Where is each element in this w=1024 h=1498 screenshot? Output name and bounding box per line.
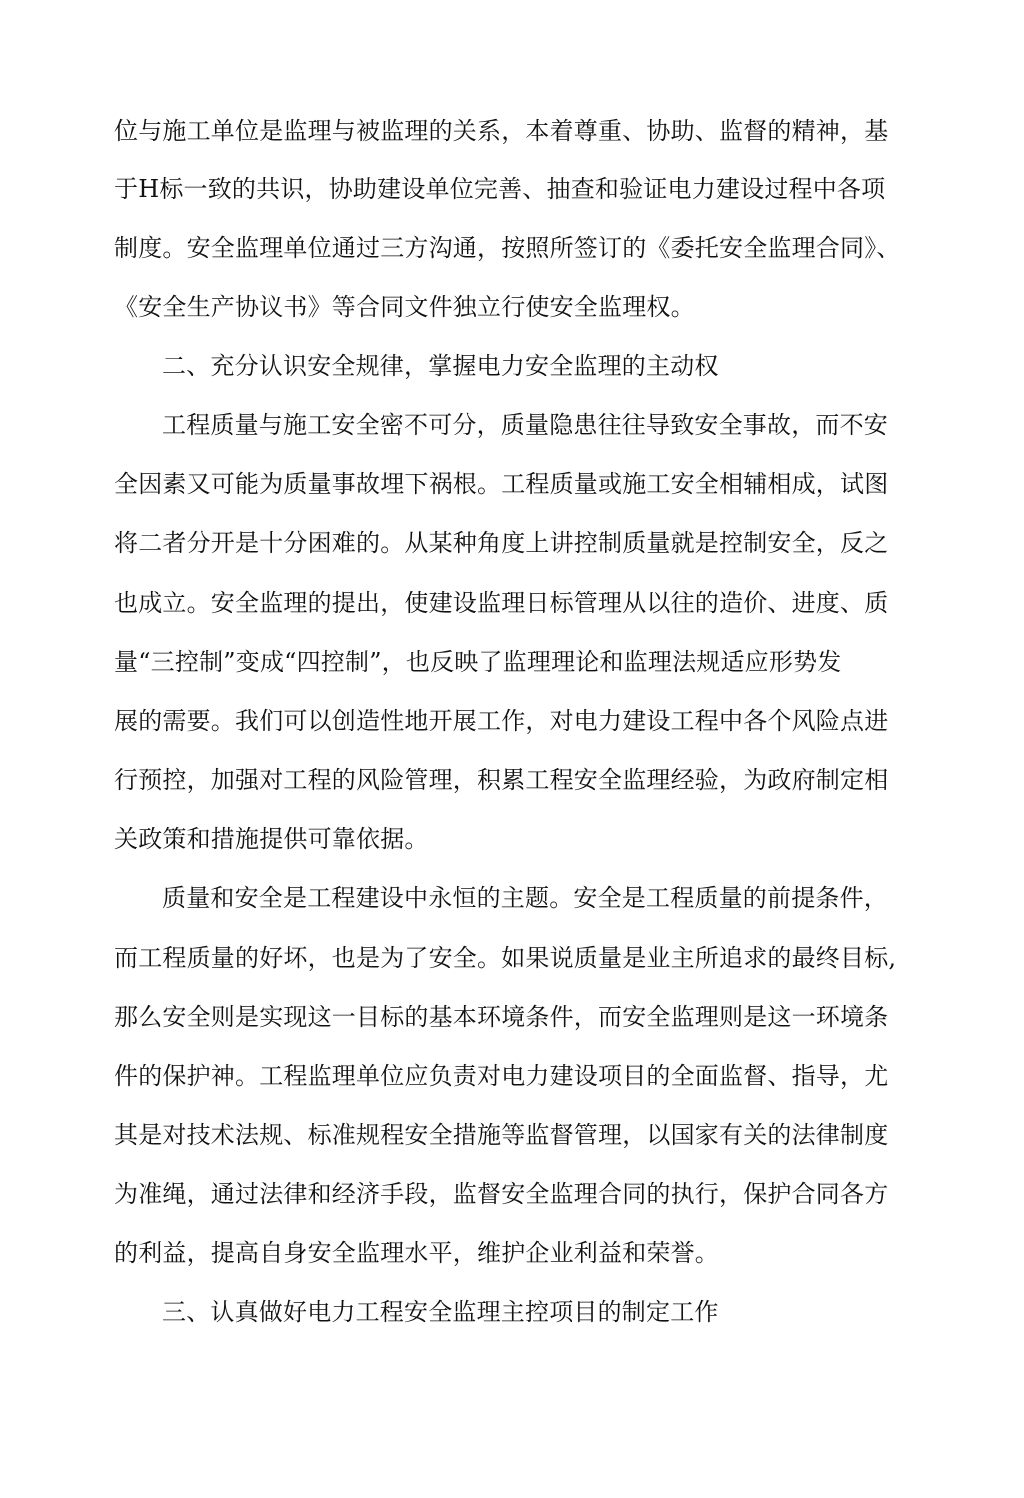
text-line: 也成立。安全监理的提出，使建设监理日标管理从以往的造价、进度、质	[114, 589, 889, 617]
text-line: 行预控，加强对工程的风险管理，积累工程安全监理经验，为政府制定相	[114, 766, 889, 794]
text-line: 质量和安全是工程建设中永恒的主题。安全是工程质量的前提条件，	[162, 884, 888, 912]
text-line: 的利益，提高自身安全监理水平，维护企业利益和荣誉。	[114, 1239, 719, 1267]
text-line: 其是对技术法规、标准规程安全措施等监督管理，以国家有关的法律制度	[114, 1121, 889, 1149]
text-line: 关政策和措施提供可靠依据。	[114, 825, 429, 853]
text-line: 那么安全则是实现这一目标的基本环境条件，而安全监理则是这一环境条	[114, 1003, 889, 1031]
text-line: 件的保护神。工程监理单位应负责对电力建设项目的全面监督、指导，尤	[114, 1062, 889, 1090]
section-heading: 三、认真做好电力工程安全监理主控项目的制定工作	[162, 1298, 719, 1326]
text-line: 量“三控制”变成“四控制”，也反映了监理理论和监理法规适应形势发	[114, 648, 842, 676]
text-line: 展的需要。我们可以创造性地开展工作，对电力建设工程中各个风险点进	[114, 707, 889, 735]
text-line: 《安全生产协议书》等合同文件独立行使安全监理权。	[114, 293, 695, 321]
text-line: 为准绳，通过法律和经济手段，监督安全监理合同的执行，保护合同各方	[114, 1180, 889, 1208]
text-line: 制度。安全监理单位通过三方沟通，按照所签订的《委托安全监理合同》、	[114, 234, 901, 262]
text-line: 于H标一致的共识，协助建设单位完善、抽查和验证电力建设过程中各项	[114, 175, 886, 203]
text-line: 位与施工单位是监理与被监理的关系，本着尊重、协助、监督的精神，基	[114, 117, 889, 145]
text-line: 将二者分开是十分困难的。从某种角度上讲控制质量就是控制安全，反之	[114, 529, 889, 557]
text-line: 全因素又可能为质量事故埋下祸根。工程质量或施工安全相辅相成，试图	[114, 470, 889, 498]
section-heading: 二、充分认识安全规律，掌握电力安全监理的主动权	[162, 352, 719, 380]
text-line: 工程质量与施工安全密不可分，质量隐患往往导致安全事故，而不安	[162, 411, 888, 439]
text-line: 而工程质量的好坏，也是为了安全。如果说质量是业主所追求的最终目标,	[114, 944, 897, 972]
